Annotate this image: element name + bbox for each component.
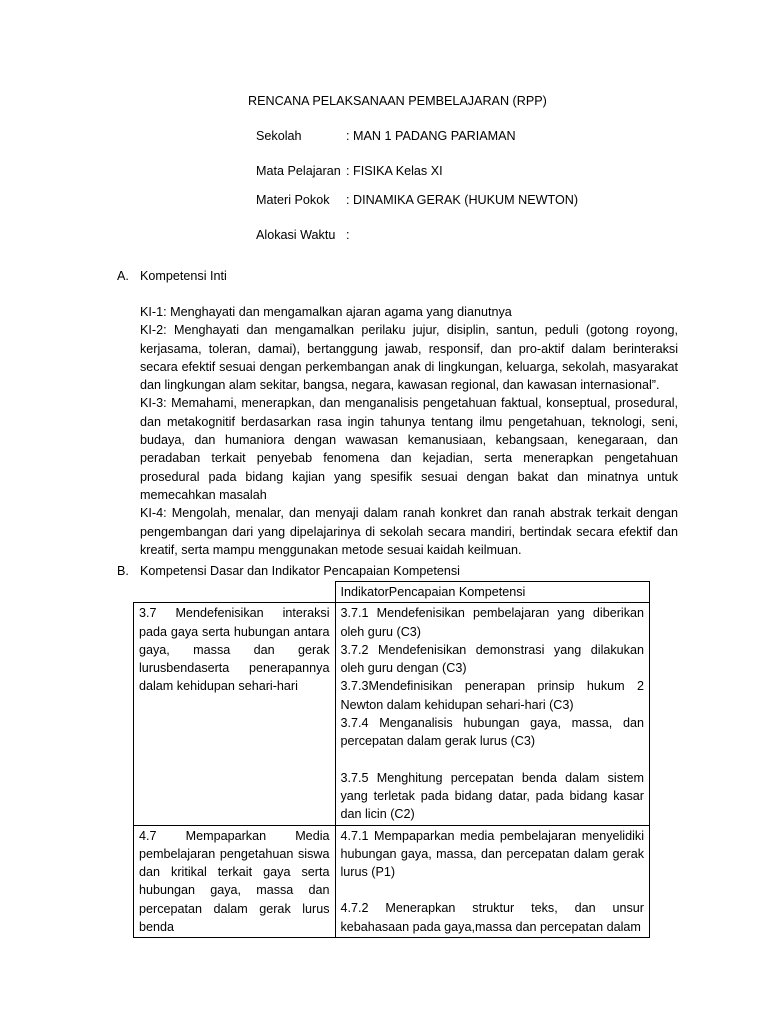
meta-value: : FISIKA Kelas XI — [346, 164, 443, 178]
table-header-row — [134, 582, 650, 603]
table-header-empty-cell — [134, 582, 336, 603]
indicator-item: 3.7.1 Mendefenisikan pembelajaran yang diberikan oleh guru (C3) — [340, 606, 644, 639]
section-title: Kompetensi Dasar dan Indikator Pencapaian Kompetensi — [140, 564, 460, 578]
indicator-item: 4.7.1 Mempaparkan media pembelajaran menyelidiki hubungan gaya, massa, dan percepatan dalam gerak lurus (P1) — [340, 828, 644, 880]
meta-label: Alokasi Waktu — [256, 228, 336, 242]
meta-value: : DINAMIKA GERAK (HUKUM NEWTON) — [346, 193, 579, 207]
meta-value: : — [346, 228, 350, 242]
section-letter: A. — [117, 269, 129, 283]
kompetensi-inti-text — [140, 303, 678, 559]
meta-value: : MAN 1 PADANG PARIAMAN — [346, 129, 516, 143]
indicator-item: 3.7.3Mendefinisikan penerapan prinsip hukum 2 Newton dalam kehidupan sehari-hari (C3) — [340, 679, 644, 712]
meta-label: Mata Pelajaran — [256, 164, 341, 178]
section-letter: B. — [117, 564, 129, 578]
kd-indicator-table — [133, 581, 650, 938]
meta-label: Materi Pokok — [256, 193, 330, 207]
meta-row-materi-pokok — [256, 193, 578, 207]
kd-cell: 4.7 Mempaparkan Media pembelajaran pengetahuan siswa dan kritikal terkait gaya serta hubungan gaya, massa dan percepatan dalam gerak lurus benda — [134, 825, 336, 938]
document-title: RENCANA PELAKSANAAN PEMBELAJARAN (RPP) — [248, 94, 547, 108]
meta-label: Sekolah — [256, 129, 302, 143]
table-row — [134, 603, 650, 825]
ki-2-paragraph: KI-2: Menghayati dan mengamalkan perilaku jujur, disiplin, santun, peduli (gotong royong, kerjasama, toleran, damai), bertanggung jawab, responsif, dan pro-aktif dalam berinteraksi secara efektif sesuai dengan perkembangan anak di lingkungan, keluarga, sekolah, masyarakat dan lingkungan alam sekitar, bangsa, negara, kawasan regional, dan kawasan internasional”. — [140, 323, 678, 393]
meta-row-sekolah — [256, 129, 516, 143]
section-a-heading — [117, 269, 227, 283]
indicator-cell — [335, 825, 650, 938]
meta-row-alokasi-waktu — [256, 228, 350, 242]
meta-row-mata-pelajaran — [256, 164, 443, 178]
ki-1-paragraph: KI-1: Menghayati dan mengamalkan ajaran agama yang dianutnya — [140, 305, 512, 319]
indicator-cell — [335, 603, 650, 825]
indicator-item: 3.7.4 Menganalisis hubungan gaya, massa, dan percepatan dalam gerak lurus (C3) — [340, 716, 644, 749]
ki-4-paragraph: KI-4: Mengolah, menalar, dan menyaji dalam ranah konkret dan ranah abstrak terkait dengan pengembangan dari yang dipelajarinya di sekolah secara mandiri, bertindak secara efektif dan kreatif, serta mampu menggunakan metode sesuai kaidah keilmuan. — [140, 506, 678, 557]
section-b-heading — [117, 564, 460, 578]
table-row — [134, 825, 650, 938]
kd-cell: 3.7 Mendefenisikan interaksi pada gaya serta hubungan antara gaya, massa dan gerak lurusbendaserta penerapannya dalam kehidupan sehari-hari — [134, 603, 336, 825]
ki-3-paragraph: KI-3: Memahami, menerapkan, dan menganalisis pengetahuan faktual, konseptual, prosedural, dan metakognitif berdasarkan rasa ingin tahunya tentang ilmu pengetahuan, teknologi, seni, budaya, dan humaniora dengan wawasan kemanusiaan, kebangsaan, kenegaraan, dan peradaban terkait penyebab fenomena dan kejadian, serta menerapkan pengetahuan prosedural pada bidang kajian yang spesifik sesuai dengan bakat dan minatnya untuk memecahkan masalah — [140, 396, 678, 502]
section-title: Kompetensi Inti — [140, 269, 227, 283]
table-header-cell: IndikatorPencapaian Kompetensi — [335, 582, 650, 603]
indicator-item: 3.7.2 Mendefenisikan demonstrasi yang dilakukan oleh guru dengan (C3) — [340, 642, 644, 676]
indicator-item: 3.7.5 Menghitung percepatan benda dalam sistem yang terletak pada bidang datar, pada bidang kasar dan licin (C2) — [340, 770, 644, 822]
indicator-item: 4.7.2 Menerapkan struktur teks, dan unsur kebahasaan pada gaya,massa dan percepatan dalam — [340, 901, 644, 934]
